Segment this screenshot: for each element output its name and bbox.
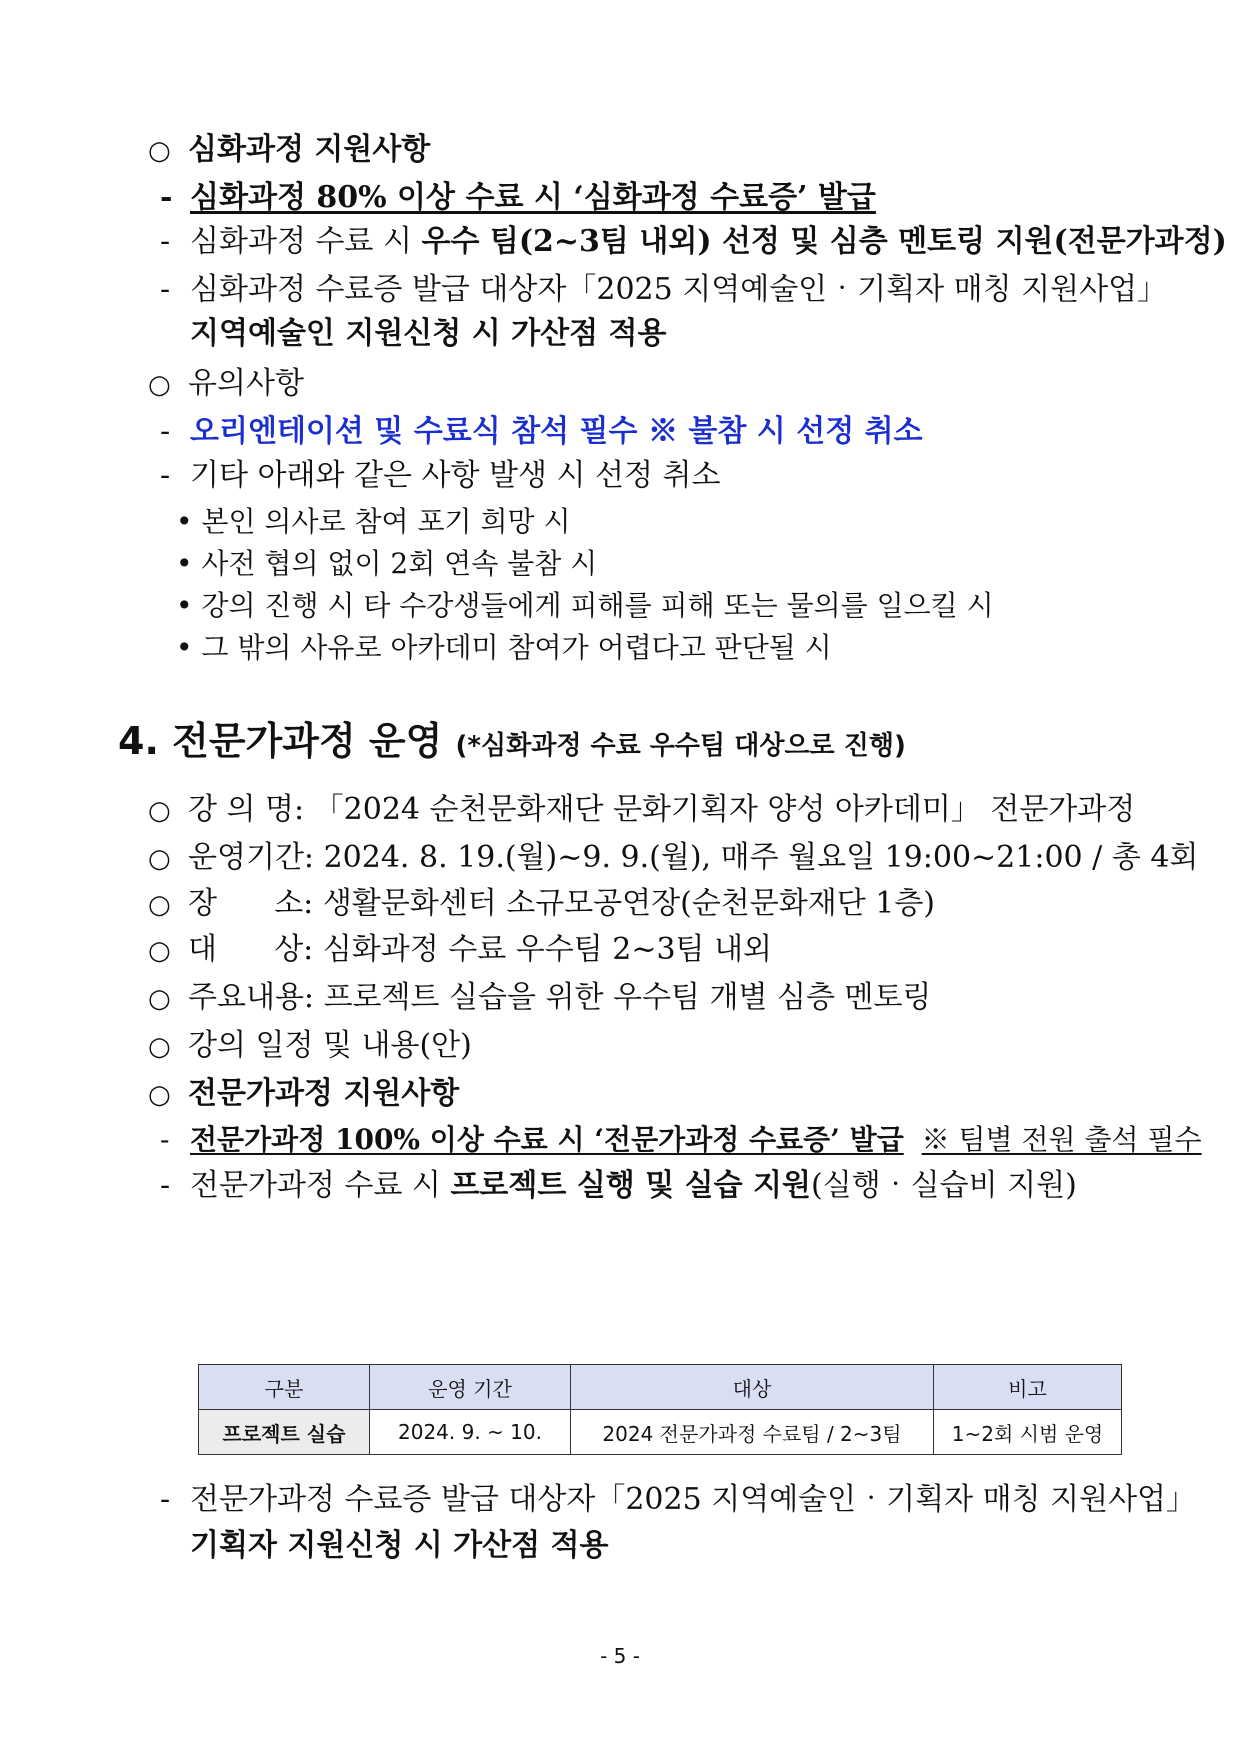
table-header-row: [199, 1365, 1122, 1410]
table-cell: 2024 전문가과정 수료팀 / 2~3팀: [571, 1410, 934, 1455]
advanced-support-item-2: - 심화과정 수료 시 우수 팀(2~3팀 내외) 선정 및 심층 멘토링 지원(전문가과정): [160, 224, 1227, 259]
notes-bullet-2: • 사전 협의 없이 2회 연속 불참 시: [176, 547, 598, 580]
expert-support-item-3: - 전문가과정 수료증 발급 대상자「2025 지역예술인‧기획자 매칭 지원사업」: [160, 1482, 1197, 1517]
table-cell: 1~2회 시범 운영: [934, 1410, 1122, 1455]
notes-highlight: - 오리엔테이션 및 수료식 참석 필수 ※ 불참 시 선정 취소: [160, 414, 923, 449]
circle-bullet-icon: ○: [148, 136, 171, 166]
notes-bullet-4: • 그 밖의 사유로 아카데미 참여가 어렵다고 판단될 시: [176, 631, 832, 664]
expert-support-title: ○ 전문가과정 지원사항: [148, 1074, 459, 1115]
notes-bullet-1: • 본인 의사로 참여 포기 희망 시: [176, 505, 571, 538]
info-place: ○ 장 소: 생활문화센터 소규모공연장(순천문화재단 1층): [148, 884, 935, 925]
circle-bullet-icon: ○: [148, 936, 171, 966]
circle-bullet-icon: ○: [148, 984, 171, 1014]
notes-title: ○ 유의사항: [148, 364, 304, 405]
advanced-support-item-1: - 심화과정 80% 이상 수료 시 ‘심화과정 수료증’ 발급: [160, 180, 876, 215]
table-header-cell: 대상: [571, 1365, 934, 1410]
expert-support-item-1: - 전문가과정 100% 이상 수료 시 ‘전문가과정 수료증’ 발급 ※ 팀별 전원 출석 필수: [160, 1123, 1202, 1156]
advanced-support-item-3-continuation: 지역예술인 지원신청 시 가산점 적용: [190, 316, 667, 351]
circle-bullet-icon: ○: [148, 1080, 171, 1110]
notes-other: - 기타 아래와 같은 사항 발생 시 선정 취소: [160, 458, 721, 493]
info-period: ○ 운영기간: 2024. 8. 19.(월)~9. 9.(월), 매주 월요일 19:00~21:00 / 총 4회: [148, 838, 1198, 879]
circle-bullet-icon: ○: [148, 370, 171, 400]
circle-bullet-icon: ○: [148, 844, 171, 874]
table-header-cell: 구분: [199, 1365, 370, 1410]
notes-bullet-3: • 강의 진행 시 타 수강생들에게 피해를 피해 또는 물의를 일으킬 시: [176, 589, 994, 622]
table-cell: 프로젝트 실습: [199, 1410, 370, 1455]
info-lecture-name: ○ 강 의 명: 「2024 순천문화재단 문화기획자 양성 아카데미」 전문가과정: [148, 790, 1135, 831]
page-number: - 5 -: [600, 1644, 640, 1668]
section-heading: 4. 전문가과정 운영 (*심화과정 수료 우수팀 대상으로 진행): [118, 719, 906, 763]
advanced-support-title: ○ 심화과정 지원사항: [148, 130, 430, 171]
expert-support-item-3-continuation: 기획자 지원신청 시 가산점 적용: [190, 1528, 609, 1563]
info-content: ○ 주요내용: 프로젝트 실습을 위한 우수팀 개별 심층 멘토링: [148, 978, 931, 1019]
practice-schedule-table: [198, 1364, 1122, 1455]
table-cell: 2024. 9. ~ 10.: [370, 1410, 571, 1455]
circle-bullet-icon: ○: [148, 890, 171, 920]
advanced-support-item-3: - 심화과정 수료증 발급 대상자「2025 지역예술인‧기획자 매칭 지원사업」: [160, 272, 1168, 307]
info-target: ○ 대 상: 심화과정 수료 우수팀 2~3팀 내외: [148, 930, 772, 971]
circle-bullet-icon: ○: [148, 1032, 171, 1062]
table-header-cell: 비고: [934, 1365, 1122, 1410]
info-schedule: ○ 강의 일정 및 내용(안): [148, 1026, 472, 1067]
expert-support-item-2: - 전문가과정 수료 시 프로젝트 실행 및 실습 지원(실행‧실습비 지원): [160, 1168, 1077, 1203]
table-row: [199, 1410, 1122, 1455]
table-header-cell: 운영 기간: [370, 1365, 571, 1410]
circle-bullet-icon: ○: [148, 796, 171, 826]
